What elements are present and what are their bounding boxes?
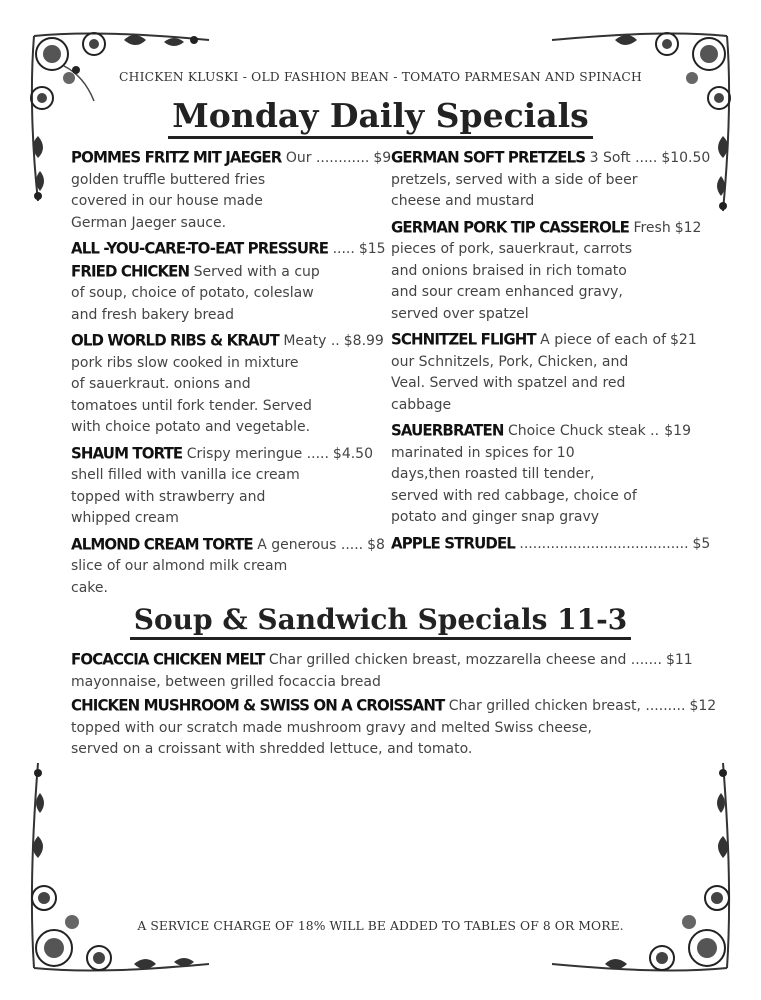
menu-item-headline	[391, 420, 691, 443]
menu-item-lead	[71, 695, 685, 718]
menu-item-price: $5	[692, 535, 711, 552]
menu-item-intro: .....	[332, 241, 355, 257]
menu-item-description: cake.	[71, 579, 108, 596]
menu-item-price: $21	[670, 332, 697, 348]
menu-item	[71, 442, 374, 530]
menu-item-description: pork ribs slow cooked in mixture	[71, 354, 299, 371]
menu-item-description: potato and ginger snap gravy	[391, 509, 600, 525]
menu-item	[391, 532, 711, 556]
monday-specials-title-text: Monday Daily Specials	[168, 96, 592, 139]
menu-item	[71, 147, 392, 234]
menu-item-headline	[71, 695, 717, 718]
menu-item-lead	[71, 147, 369, 170]
menu-item-lead	[71, 330, 340, 353]
menu-item-description: served on a croissant with shredded lettuce, and tomato.	[71, 741, 473, 757]
menu-item-description: tomatoes until fork tender. Served	[71, 397, 312, 414]
menu-item-price: $12	[689, 698, 717, 714]
menu-item	[71, 695, 717, 761]
menu-item-price: $10.50	[661, 150, 711, 166]
menu-item-description: and onions braised in rich tomato	[391, 262, 627, 279]
menu-item-description: golden truffle buttered fries	[71, 171, 266, 188]
menu-item-lead	[391, 329, 666, 352]
menu-item-description: German Jaeger sauce.	[71, 214, 227, 231]
menu-item-description: cabbage	[391, 396, 452, 413]
menu-item-name: APPLE STRUDEL	[391, 532, 515, 553]
menu-item-description: of sauerkraut. onions and	[71, 376, 251, 392]
menu-item-intro: 3 Soft .....	[589, 150, 658, 166]
menu-item-headline	[391, 532, 711, 556]
menu-item-description: of soup, choice of potato, coleslaw	[71, 285, 314, 301]
menu-item-name: GERMAN PORK TIP CASSEROLE	[391, 216, 629, 237]
menu-item-name: SHAUM TORTE	[71, 442, 183, 463]
menu-item-intro: Our ............	[285, 150, 370, 166]
menu-item	[71, 649, 691, 693]
menu-item-intro: Fresh	[633, 219, 671, 236]
floral-corner-bottom-left	[24, 758, 214, 978]
menu-item	[391, 147, 711, 213]
menu-item-intro: A generous .....	[257, 536, 364, 553]
menu-item	[71, 330, 384, 439]
menu-item-price: $9	[373, 150, 392, 166]
soup-sandwich-title	[0, 603, 761, 636]
menu-item-intro: Char grilled chicken breast, mozzarella cheese and .......	[268, 652, 662, 668]
right-menu-column	[391, 147, 711, 559]
menu-item-intro: Char grilled chicken breast, .........	[448, 698, 686, 714]
floral-corner-bottom-right	[547, 758, 737, 978]
menu-item-headline	[71, 238, 386, 261]
menu-item-price: $19	[664, 423, 691, 439]
menu-item-intro-continued: Served with a cup	[193, 263, 320, 280]
menu-item-description: served with red cabbage, choice of	[391, 487, 637, 504]
menu-item-headline	[71, 330, 384, 353]
menu-item-name: ALMOND CREAM TORTE	[71, 533, 253, 554]
menu-item-name: ALL -YOU-CARE-TO-EAT PRESSURE	[71, 238, 329, 258]
menu-item-lead	[71, 534, 363, 557]
menu-item-name: CHICKEN MUSHROOM & SWISS ON A CROISSANT	[71, 695, 445, 715]
menu-item-lead	[391, 147, 657, 170]
menu-item-description: with choice potato and vegetable.	[71, 419, 311, 435]
menu-item-headline	[71, 649, 691, 672]
menu-item-intro: Crispy meringue .....	[186, 445, 329, 462]
menu-item-lead	[71, 649, 662, 672]
menu-item	[71, 238, 386, 326]
soups-of-the-day: CHICKEN KLUSKI - OLD FASHION BEAN - TOMATO PARMESAN AND SPINACH	[119, 70, 642, 84]
menu-item-description: whipped cream	[71, 510, 179, 526]
menu-item-description: Veal. Served with spatzel and red	[391, 375, 626, 391]
menu-item-headline	[391, 216, 702, 240]
menu-item-name: SAUERBRATEN	[391, 420, 504, 440]
menu-item-description: and fresh bakery bread	[71, 306, 234, 323]
menu-item-price: $12	[674, 219, 702, 236]
soup-sandwich-title-text: Soup & Sandwich Specials 11-3	[130, 603, 631, 640]
menu-item-description: our Schnitzels, Pork, Chicken, and	[391, 353, 629, 370]
menu-item-description: slice of our almond milk cream	[71, 558, 288, 574]
menu-item-lead	[391, 533, 689, 556]
menu-item-price: $15	[358, 241, 386, 257]
menu-item-headline	[71, 533, 385, 557]
menu-item-lead	[391, 420, 659, 443]
menu-item-headline	[71, 147, 392, 170]
menu-item-name: GERMAN SOFT PRETZELS	[391, 147, 586, 167]
menu-item-price: $4.50	[332, 445, 374, 462]
menu-item-description: topped with strawberry and	[71, 488, 266, 505]
menu-item-intro: ......................................	[519, 535, 689, 552]
menu-item-description: served over spatzel	[391, 305, 529, 322]
menu-item-name: SCHNITZEL FLIGHT	[391, 329, 536, 349]
menu-item-name: OLD WORLD RIBS & KRAUT	[71, 330, 279, 350]
menu-item-subline	[71, 261, 371, 284]
menu-item-headline	[391, 329, 697, 352]
menu-item-price: $11	[665, 652, 693, 668]
menu-item	[391, 420, 691, 529]
menu-item	[71, 533, 385, 600]
menu-item-intro: A piece of each of	[540, 332, 667, 348]
menu-item-description: marinated in spices for 10	[391, 444, 575, 461]
menu-item-name-continued: FRIED CHICKEN	[71, 260, 190, 281]
menu-item-price: $8.99	[343, 333, 384, 349]
menu-item-name: FOCACCIA CHICKEN MELT	[71, 649, 265, 669]
left-menu-column	[71, 147, 392, 603]
menu-item-headline	[391, 147, 711, 170]
menu-item	[391, 216, 702, 326]
monday-specials-title	[0, 96, 761, 135]
service-charge-note: A SERVICE CHARGE OF 18% WILL BE ADDED TO TABLES OF 8 OR MORE.	[137, 919, 624, 933]
menu-item-name: POMMES FRITZ MIT JAEGER	[71, 147, 282, 167]
menu-item-description: topped with our scratch made mushroom gravy and melted Swiss cheese,	[71, 719, 592, 736]
menu-item-intro: Choice Chuck steak ..	[507, 423, 660, 439]
menu-item-lead	[71, 238, 355, 261]
menu-item-lead	[71, 443, 329, 466]
menu-item-description: covered in our house made	[71, 193, 263, 209]
sandwich-list	[71, 649, 717, 763]
menu-item-description: and sour cream enhanced gravy,	[391, 284, 623, 300]
menu-item-description: pieces of pork, sauerkraut, carrots	[391, 241, 633, 257]
menu-item-price: $8	[367, 536, 385, 553]
menu-item-intro: Meaty ..	[283, 333, 340, 349]
menu-item-description: mayonnaise, between grilled focaccia bread	[71, 673, 381, 690]
menu-item-description: pretzels, served with a side of beer	[391, 171, 638, 188]
menu-item	[391, 329, 697, 416]
menu-item-description: cheese and mustard	[391, 193, 535, 209]
menu-item-description: days,then roasted till tender,	[391, 466, 595, 482]
menu-item-description: shell filled with vanilla ice cream	[71, 467, 300, 483]
menu-item-lead	[391, 217, 671, 240]
menu-item-headline	[71, 442, 374, 466]
